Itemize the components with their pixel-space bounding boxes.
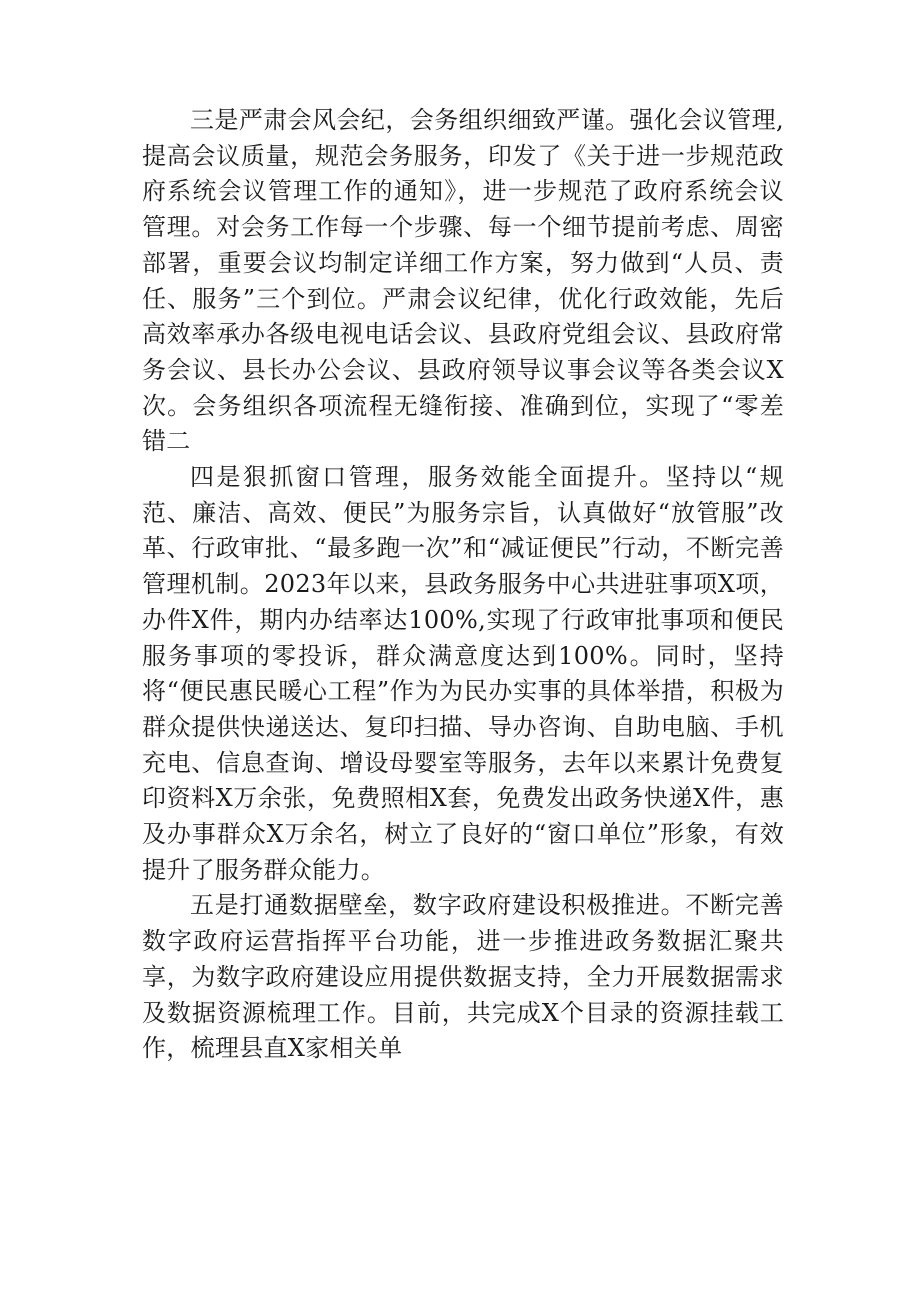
paragraph-window-management: 四是狠抓窗口管理，服务效能全面提升。坚持以“规范、廉洁、高效、便民”为服务宗旨，认真做好“放管服”改革、行政审批、“最多跑一次”和“减证便民”行动，不断完善管理机制。2023年以来，县政务服务中心共进驻事项X项，办件X件，期内办结率达100%,实现了行政审批事项和便民服务事项的零投诉，群众满意度达到100%。同时，坚持将“便民惠民暖心工程”作为为民办实事的具体举措，积极为群众提供快递送达、复印扫描、导办咨询、自助电脑、手机充电、信息查询、增设母婴室等服务，去年以来累计免费复印资料X万余张，免费照相X套，免费发出政务快递X件，惠及办事群众X万余名，树立了良好的“窗口单位”形象，有效提升了服务群众能力。 [142,463,784,884]
paragraph-meeting-discipline: 三是严肃会风会纪，会务组织细致严谨。强化会议管理,提高会议质量，规范会务服务，印发了《关于进一步规范政府系统会议管理工作的通知》，进一步规范了政府系统会议管理。对会务工作每一个步骤、每一个细节提前考虑、周密部署，重要会议均制定详细工作方案，努力做到“人员、责任、服务”三个到位。严肃会议纪律，优化行政效能，先后高效率承办各级电视电话会议、县政府党组会议、县政府常务会议、县长办公会议、县政府领导议事会议等各类会议X次。会务组织各项流程无缝衔接、准确到位，实现了“零差错二 [142,106,784,456]
document-body [142,103,784,1067]
paragraph-digital-government: 五是打通数据壁垒，数字政府建设积极推进。不断完善数字政府运营指挥平台功能，进一步推进政务数据汇聚共享，为数字政府建设应用提供数据支持，全力开展数据需求及数据资源梳理工作。目前，共完成X个目录的资源挂载工作，梳理县直X家相关单 [142,891,784,1063]
